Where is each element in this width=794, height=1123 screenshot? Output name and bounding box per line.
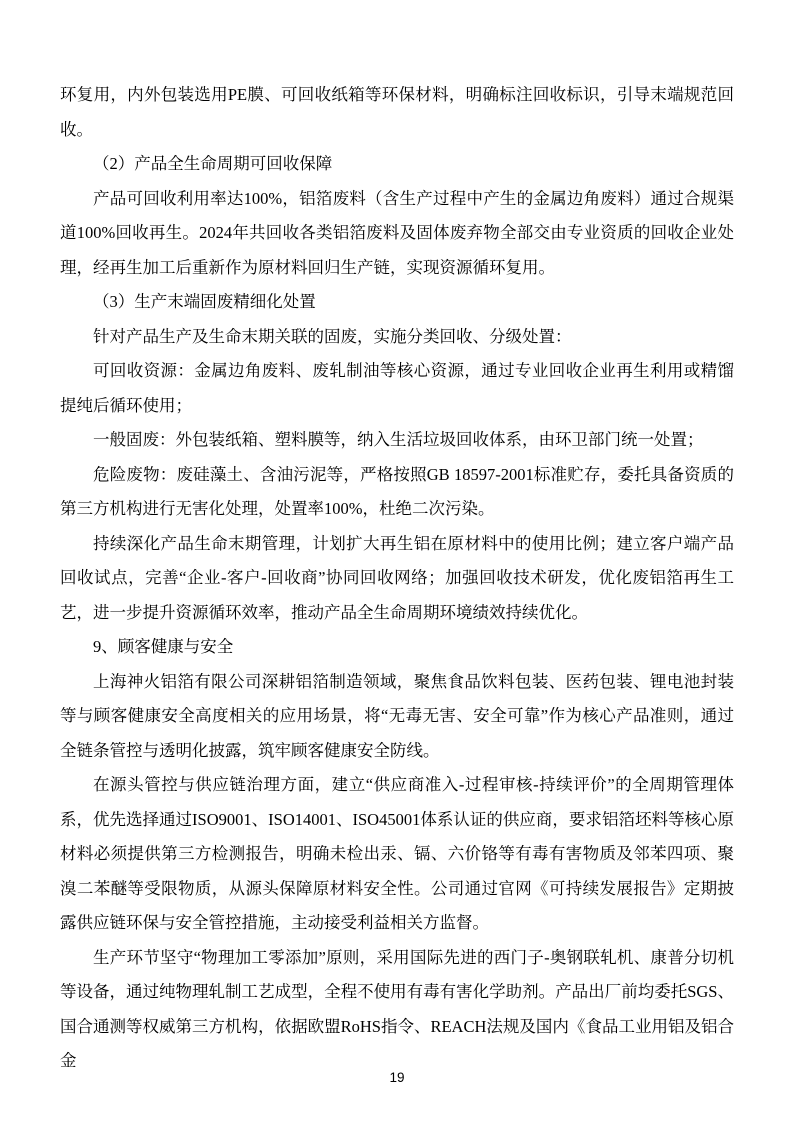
paragraph-lifecycle-management-plan: 持续深化产品生命末期管理，计划扩大再生铝在原材料中的使用比例；建立客户端产品回收试点，完善“企业-客户-回收商”协同回收网络；加强回收技术研发，优化废铝箔再生工艺，进一步提升资源循环效率，推动产品全生命周期环境绩效持续优化。 [60, 533, 734, 622]
paragraph-general-solid-waste: 一般固废：外包装纸箱、塑料膜等，纳入生活垃圾回收体系，由环卫部门统一处置； [93, 430, 704, 449]
paragraph-company-intro: 上海神火铝箔有限公司深耕铝箔制造领域，聚焦食品饮料包装、医药包装、锂电池封装等与顾客健康安全高度相关的应用场景，将“无毒无害、安全可靠”作为核心产品准则，通过全链条管控与透明化披露，筑牢顾客健康安全防线。 [60, 671, 734, 760]
paragraph-recyclable-resources: 可回收资源：金属边角废料、废轧制油等核心资源，通过专业回收企业再生利用或精馏提纯后循环使用； [60, 361, 734, 415]
document-body [60, 78, 734, 1079]
heading-2-product-lifecycle-recyclable: （2）产品全生命周期可回收保障 [93, 154, 333, 173]
page-footer [0, 1070, 794, 1085]
heading-9-customer-health-safety: 9、顾客健康与安全 [93, 637, 234, 656]
paragraph-hazardous-waste: 危险废物：废硅藻土、含油污泥等，严格按照GB 18597-2001标准贮存，委托具备资质的第三方机构进行无害化处理，处置率100%，杜绝二次污染。 [60, 464, 734, 518]
paragraph-waste-classification-intro: 针对产品生产及生命末期关联的固废，实施分类回收、分级处置： [93, 326, 572, 346]
paragraph-production-zero-additive: 生产环节坚守“物理加工零添加”原则，采用国际先进的西门子-奥钢联轧机、康普分切机等设备，通过纯物理轧制工艺成型，全程不使用有毒有害化学助剂。产品出厂前均委托SGS、国合通测等权威第三方机构，依据欧盟RoHS指令、REACH法规及国内《食品工业用铝及铝合金 [60, 947, 734, 1070]
paragraph-continuation-recycle-packaging: 环复用，内外包装选用PE膜、可回收纸箱等环保材料，明确标注回收标识，引导末端规范回收。 [60, 85, 734, 139]
paragraph-recyclable-rate: 产品可回收利用率达100%，铝箔废料（含生产过程中产生的金属边角废料）通过合规渠道100%回收再生。2024年共回收各类铝箔废料及固体废弃物全部交由专业资质的回收企业处理，经再生加工后重新作为原材料回归生产链，实现资源循环复用。 [60, 188, 734, 277]
paragraph-supply-chain-governance: 在源头管控与供应链治理方面，建立“供应商准入-过程审核-持续评价”的全周期管理体系，优先选择通过ISO9001、ISO14001、ISO45001体系认证的供应商，要求铝箔坯料等核心原材料必须提供第三方检测报告，明确未检出汞、镉、六价铬等有毒有害物质及邻苯四项、聚溴二苯醚等受限物质，从源头保障原材料安全性。公司通过官网《可持续发展报告》定期披露供应链环保与安全管控措施，主动接受利益相关方监督。 [60, 775, 734, 932]
heading-3-solid-waste-disposal: （3）生产末端固废精细化处置 [93, 292, 316, 311]
page-number: 19 [389, 1070, 405, 1085]
